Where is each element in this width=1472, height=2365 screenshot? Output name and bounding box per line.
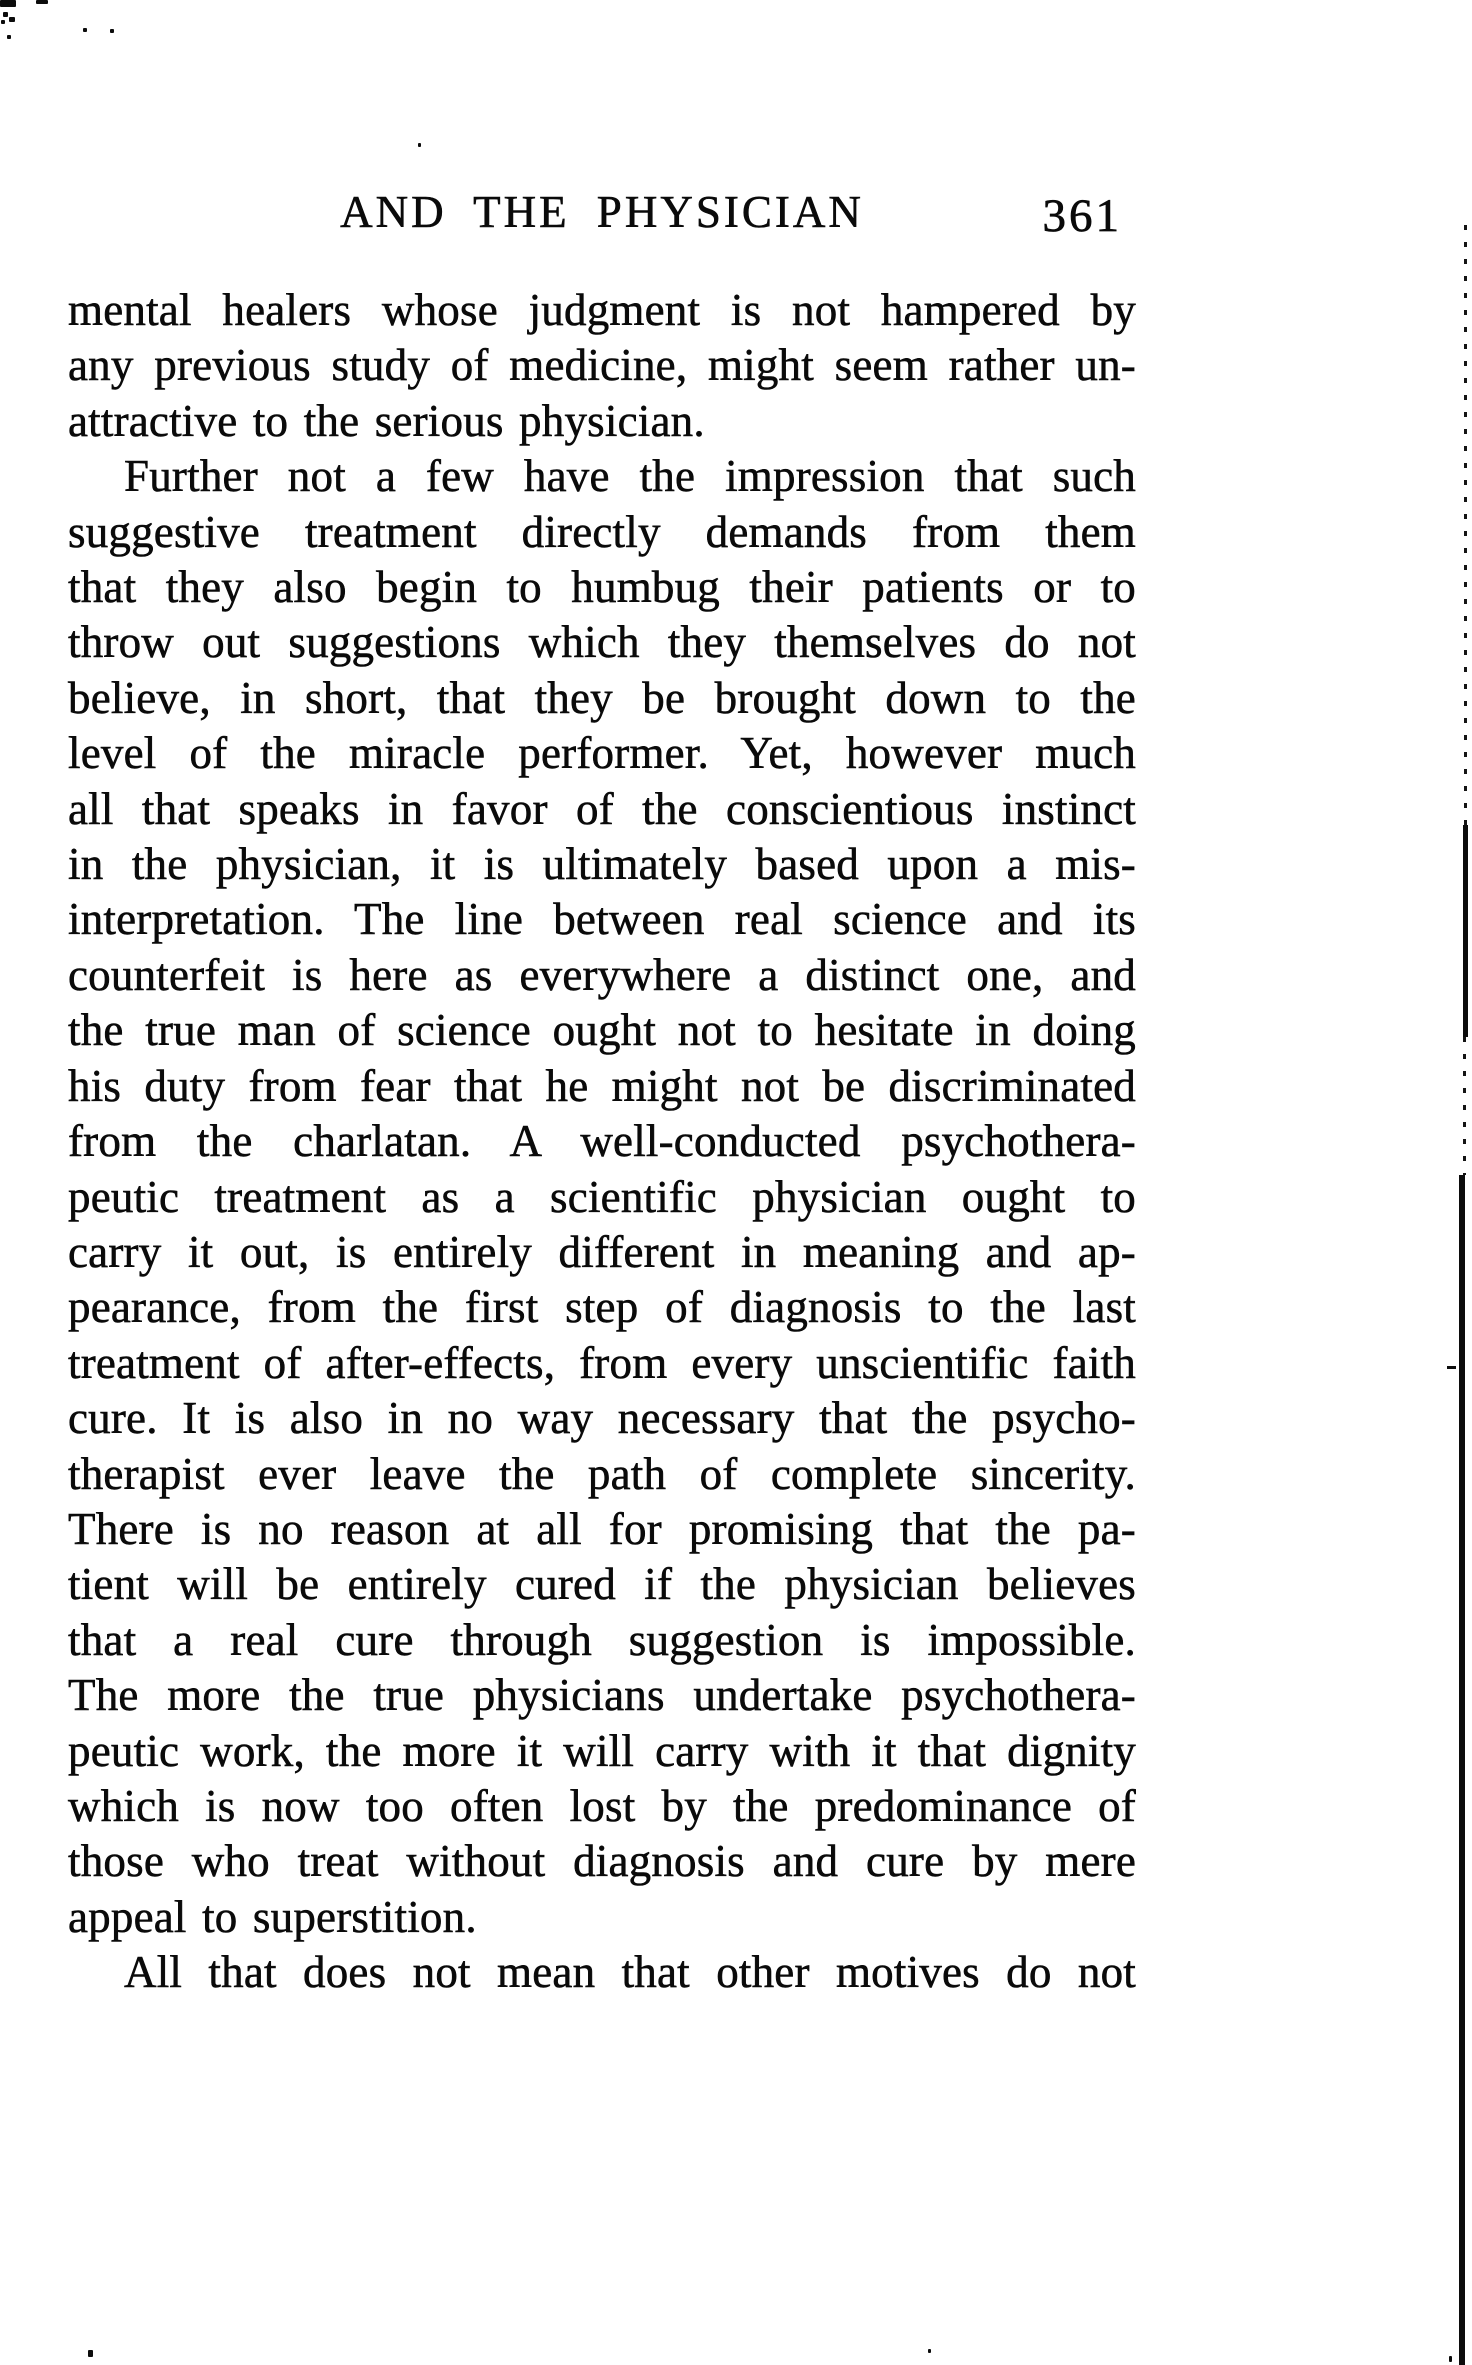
text-line: appeal to superstition.	[68, 1891, 477, 1942]
text-line: interpretation. The line between real science and its	[68, 894, 1136, 945]
running-head	[68, 187, 1136, 252]
scan-speck	[36, 0, 48, 4]
text-body	[68, 283, 1136, 2001]
scan-speck	[1, 20, 5, 24]
text-line: which is now too often lost by the predominance of	[68, 1780, 1136, 1831]
text-line: level of the miracle performer. Yet, however much	[68, 728, 1136, 779]
scan-speck	[7, 35, 11, 39]
text-line: that they also begin to humbug their patients or to	[68, 562, 1136, 613]
scan-speck	[1449, 2356, 1452, 2362]
text-line: peutic treatment as a scientific physician ought to	[68, 1171, 1136, 1222]
page-number: 361	[1042, 190, 1122, 242]
text-line: from the charlatan. A well-conducted psychothera-	[68, 1116, 1136, 1167]
scan-speck	[928, 2349, 931, 2353]
text-line: any previous study of medicine, might seem rather un-	[68, 340, 1136, 391]
scan-dash	[1447, 1366, 1456, 1369]
scan-edge-dotted-line	[1464, 225, 1467, 825]
scan-speck	[418, 143, 421, 147]
text-line: tient will be entirely cured if the physician believes	[68, 1559, 1136, 1610]
text-line: his duty from fear that he might not be discriminated	[68, 1060, 1136, 1111]
text-line: There is no reason at all for promising that the pa-	[68, 1503, 1136, 1554]
page-title: AND THE PHYSICIAN	[340, 187, 864, 237]
scan-speck	[83, 28, 87, 32]
text-line: attractive to the serious physician.	[68, 395, 705, 446]
paragraph	[68, 283, 1136, 449]
text-line: therapist ever leave the path of complete sincerity.	[68, 1448, 1136, 1499]
text-line: believe, in short, that they be brought down to the	[68, 672, 1136, 723]
text-line: pearance, from the first step of diagnosis to the last	[68, 1282, 1136, 1333]
text-line: The more the true physicians undertake psychothera-	[68, 1670, 1136, 1721]
scan-speck	[3, 12, 8, 17]
text-line: All that does not mean that other motives do not	[124, 1947, 1136, 1998]
text-line: counterfeit is here as everywhere a distinct one, and	[68, 949, 1136, 1000]
text-line: carry it out, is entirely different in meaning and ap-	[68, 1226, 1136, 1277]
scan-edge-dotted-line	[1463, 1037, 1466, 1175]
text-line: suggestive treatment directly demands from them	[68, 506, 1136, 557]
text-line: in the physician, it is ultimately based upon a mis-	[68, 839, 1136, 890]
paragraph	[68, 449, 1136, 1945]
text-line: Further not a few have the impression that such	[124, 451, 1136, 502]
scan-edge-line	[1459, 1175, 1465, 2365]
text-line: those who treat without diagnosis and cure by mere	[68, 1836, 1136, 1887]
text-line: that a real cure through suggestion is impossible.	[68, 1614, 1136, 1665]
scan-speck	[88, 2350, 93, 2357]
scan-speck	[0, 0, 16, 7]
text-line: throw out suggestions which they themselves do not	[68, 617, 1136, 668]
scan-edge-line	[1463, 825, 1468, 1037]
text-line: all that speaks in favor of the conscientious instinct	[68, 783, 1136, 834]
text-line: treatment of after-effects, from every unscientific faith	[68, 1337, 1136, 1388]
scan-speck	[110, 29, 114, 33]
text-line: the true man of science ought not to hesitate in doing	[68, 1005, 1136, 1056]
text-line: cure. It is also in no way necessary that the psycho-	[68, 1393, 1136, 1444]
text-line: peutic work, the more it will carry with it that dignity	[68, 1725, 1136, 1776]
scan-speck	[9, 17, 15, 22]
text-line: mental healers whose judgment is not hampered by	[68, 285, 1136, 335]
paragraph	[68, 1945, 1136, 2000]
